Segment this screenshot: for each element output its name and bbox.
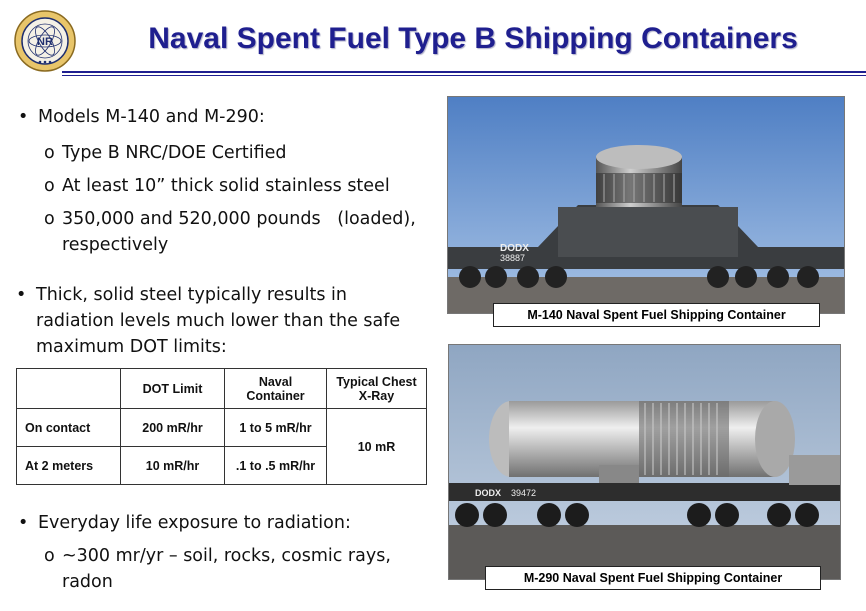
radiation-comparison-table — [16, 368, 427, 485]
sub-bullet-text: Type B NRC/DOE Certified — [62, 143, 287, 163]
naval-on-contact: 1 to 5 mR/hr — [225, 409, 327, 447]
sub-bullet-circle-icon: o — [44, 176, 55, 196]
sub-bullet-circle-icon: o — [44, 546, 55, 566]
sub-bullet-steel — [44, 173, 390, 199]
sub-bullet-text: 350,000 and 520,000 pounds (loaded), respectively — [62, 209, 422, 255]
m290-car-number: 39472 — [511, 488, 537, 498]
sub-bullet-text: ~300 mr/yr – soil, rocks, cosmic rays, radon — [62, 546, 391, 592]
xray-value: 10 mR — [327, 409, 427, 485]
page-title: Naval Spent Fuel Type B Shipping Containers — [148, 22, 798, 55]
sub-bullet-certified — [44, 140, 287, 166]
title-divider — [62, 71, 866, 73]
row-label-at-2-meters: At 2 meters — [17, 447, 121, 485]
m140-car-number: 38887 — [500, 253, 526, 263]
table-header-dot-limit: DOT Limit — [121, 369, 225, 409]
sub-bullet-circle-icon: o — [44, 143, 55, 163]
sub-bullet-circle-icon: o — [44, 209, 55, 229]
bullet-dot-icon: • — [16, 285, 27, 305]
table-header-row — [17, 369, 427, 409]
table-header-chest-xray: Typical Chest X-Ray — [327, 369, 427, 409]
m140-container-photo — [447, 96, 845, 314]
dot-limit-at-2-meters: 10 mR/hr — [121, 447, 225, 485]
bullet-text: Everyday life exposure to radiation: — [38, 513, 351, 533]
bullet-models — [18, 104, 265, 130]
table-header-empty — [17, 369, 121, 409]
logo-center-text: NR — [37, 36, 53, 48]
m140-photo-caption: M-140 Naval Spent Fuel Shipping Container — [493, 303, 820, 327]
m290-car-marking: DODX — [475, 488, 502, 498]
bullet-everyday-exposure — [18, 510, 351, 536]
naval-reactors-seal-icon — [14, 10, 76, 72]
bullet-dot-icon: • — [18, 107, 29, 127]
bullet-thick-steel — [16, 282, 416, 360]
m140-car-marking: DODX — [500, 243, 529, 254]
dot-limit-on-contact: 200 mR/hr — [121, 409, 225, 447]
table-row — [17, 409, 427, 447]
m290-photo-caption: M-290 Naval Spent Fuel Shipping Container — [485, 566, 821, 590]
row-label-on-contact: On contact — [17, 409, 121, 447]
bullet-text: Thick, solid steel typically results in radiation levels much lower than the safe maximum DOT limits: — [36, 285, 401, 357]
bullet-dot-icon: • — [18, 513, 29, 533]
sub-bullet-weight — [44, 206, 432, 258]
bullet-text: Models M-140 and M-290: — [38, 107, 265, 127]
table-header-naval-container: Naval Container — [225, 369, 327, 409]
sub-bullet-natural-sources — [44, 543, 402, 595]
sub-bullet-text: At least 10” thick solid stainless steel — [62, 176, 390, 196]
m290-container-photo — [448, 344, 841, 580]
naval-at-2-meters: .1 to .5 mR/hr — [225, 447, 327, 485]
title-divider-thin — [62, 75, 866, 76]
